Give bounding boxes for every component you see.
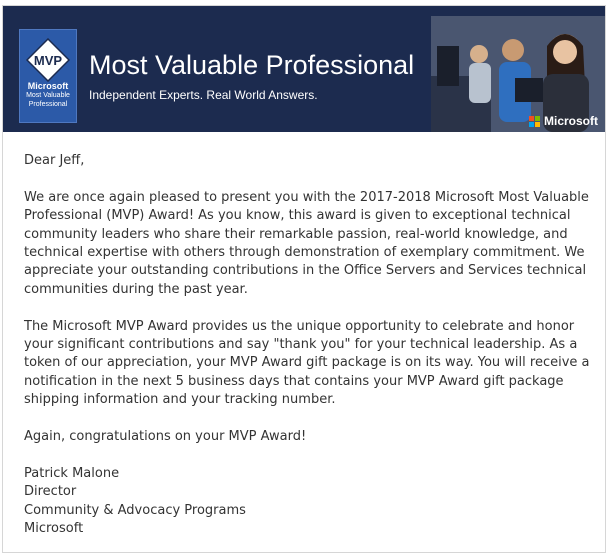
mvp-badge-text: MVP bbox=[33, 53, 63, 68]
paragraph-gift-package: The Microsoft MVP Award provides us the unique opportunity to celebrate and honor your significant contributions and say "thank you" for your technical leadership. As a token of our appreciation, your MVP Award gift package is on its way. You will receive a notification in the next 5 business days that contains your MVP Award gift package shipping information and your tracking number. bbox=[24, 318, 590, 408]
mvp-logo bbox=[19, 29, 77, 123]
logo-line-most-valuable: Most Valuable bbox=[26, 92, 70, 99]
signature-name: Patrick Malone bbox=[24, 465, 120, 481]
email-card bbox=[2, 5, 606, 553]
banner-photo bbox=[431, 16, 605, 132]
logo-line-professional: Professional bbox=[28, 101, 68, 108]
signature-title: Director bbox=[24, 484, 77, 500]
microsoft-wordmark: Microsoft bbox=[544, 114, 598, 128]
mvp-diamond-icon bbox=[26, 38, 70, 82]
banner-subtitle: Independent Experts. Real World Answers. bbox=[89, 88, 318, 102]
signature-block bbox=[24, 465, 596, 539]
mvp-banner bbox=[3, 6, 605, 132]
logo-line-microsoft: Microsoft bbox=[27, 81, 69, 91]
microsoft-squares-icon bbox=[529, 116, 540, 127]
greeting: Dear Jeff, bbox=[24, 153, 85, 168]
paragraph-award: We are once again pleased to present you with the 2017-2018 Microsoft Most Valuable Professional (MVP) Award! As you know, this award is given to exceptional technical community leaders who share their remarkable passion, real-world knowledge, and technical expertise with others through demonstration of exemplary commitment. We appreciate your outstanding contributions in the Office Servers and Services technical communities during the past year. bbox=[24, 189, 589, 297]
signature-department: Community & Advocacy Programs bbox=[24, 502, 246, 518]
paragraph-congratulations: Again, congratulations on your MVP Award! bbox=[24, 429, 307, 445]
microsoft-logo bbox=[529, 114, 598, 128]
logo-caption bbox=[20, 82, 76, 109]
banner-title: Most Valuable Professional bbox=[89, 50, 415, 80]
signature-company: Microsoft bbox=[24, 521, 84, 537]
letter-body bbox=[24, 152, 596, 538]
